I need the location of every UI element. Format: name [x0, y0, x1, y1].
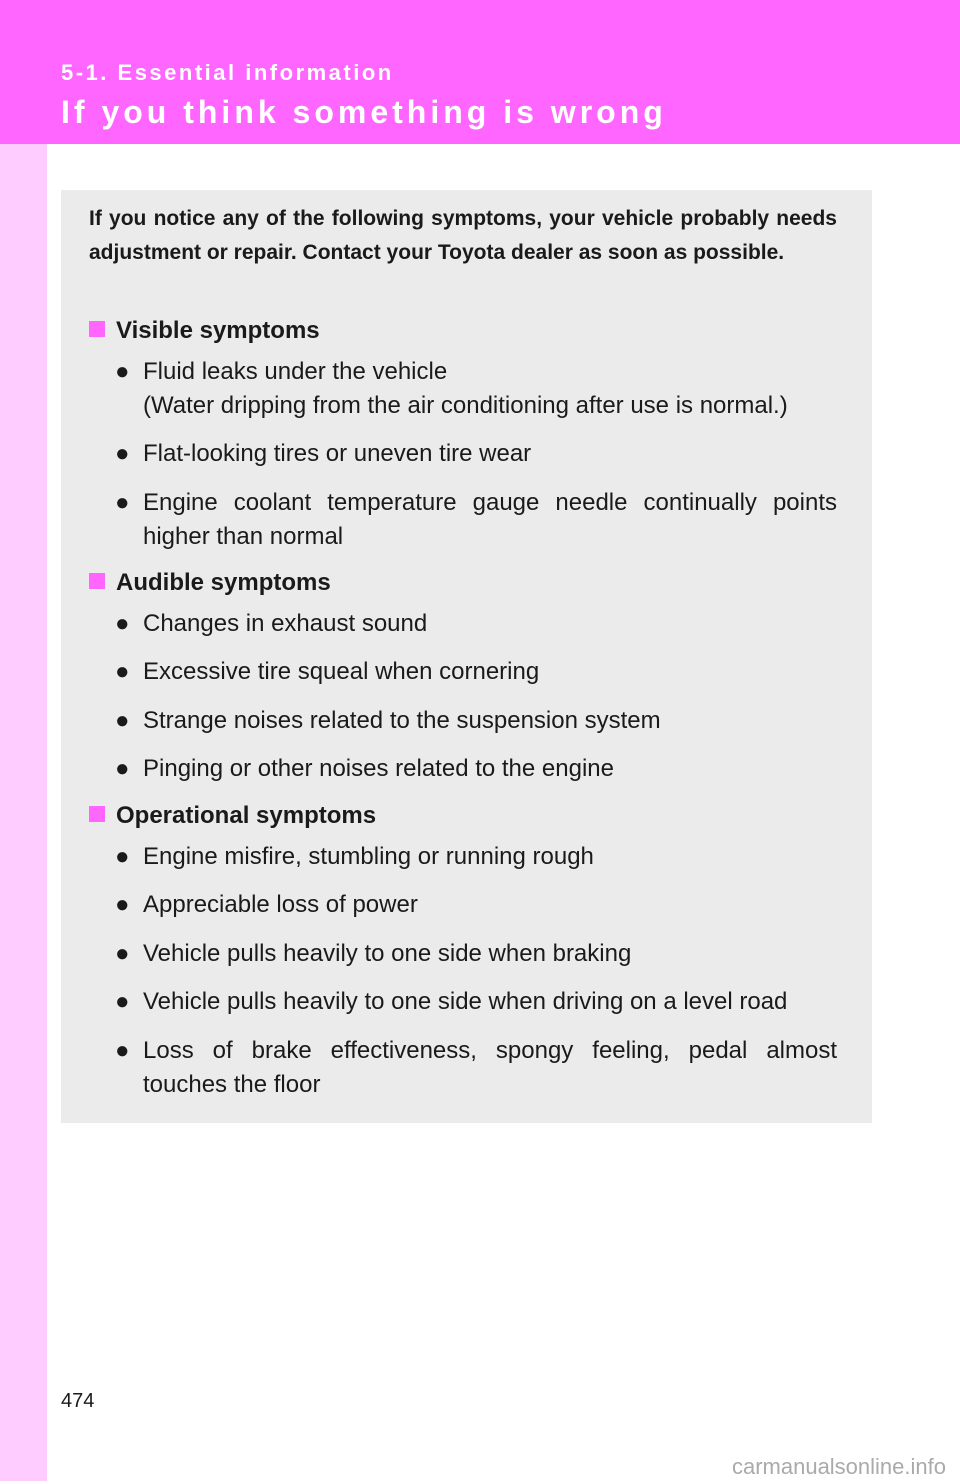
list-item	[115, 607, 837, 641]
page-number: 474	[61, 1390, 95, 1412]
square-bullet-icon	[89, 573, 105, 589]
list-item	[115, 1034, 837, 1102]
bullet-icon: ●	[115, 891, 130, 918]
intro-paragraph: If you notice any of the following symptoms, your vehicle probably needs adjustment or repair. Contact your Toyota dealer as soon as possible.	[89, 207, 837, 264]
bullet-icon: ●	[115, 843, 130, 870]
list-item-text: Vehicle pulls heavily to one side when driving on a level road	[143, 988, 788, 1015]
bullet-icon: ●	[115, 358, 130, 385]
list-item-text: Flat-looking tires or uneven tire wear	[143, 440, 532, 467]
heading-label: Audible symptoms	[116, 569, 331, 596]
list-item-text: Loss of brake effectiveness, spongy feeling, pedal almost touches the floor	[143, 1037, 837, 1098]
list-item-text: Excessive tire squeal when cornering	[143, 658, 540, 685]
heading-audible-symptoms	[89, 569, 331, 597]
heading-visible-symptoms	[89, 317, 320, 345]
list-item	[115, 888, 837, 922]
left-margin-strip	[0, 144, 47, 1481]
list-item	[115, 985, 837, 1019]
list-item	[115, 752, 837, 786]
bullet-icon: ●	[115, 988, 130, 1015]
list-item-text: Strange noises related to the suspension system	[143, 707, 661, 734]
bullet-icon: ●	[115, 610, 130, 637]
list-item	[115, 355, 837, 423]
list-item	[115, 937, 837, 971]
list-item-text: Vehicle pulls heavily to one side when braking	[143, 940, 632, 967]
square-bullet-icon	[89, 321, 105, 337]
square-bullet-icon	[89, 806, 105, 822]
list-item-text: Engine coolant temperature gauge needle continually points higher than normal	[143, 489, 837, 550]
page-title: If you think something is wrong	[61, 94, 667, 130]
bullet-icon: ●	[115, 489, 130, 516]
bullet-icon: ●	[115, 658, 130, 685]
list-item	[115, 437, 837, 471]
list-item-text: Fluid leaks under the vehicle (Water dripping from the air conditioning after use is normal.)	[143, 358, 788, 419]
list-item-text: Changes in exhaust sound	[143, 610, 428, 637]
symptoms-box	[61, 190, 872, 1123]
section-label: 5-1. Essential information	[61, 60, 394, 85]
list-item	[115, 704, 837, 738]
list-item-text: Appreciable loss of power	[143, 891, 418, 918]
bullet-icon: ●	[115, 755, 130, 782]
list-item-text: Engine misfire, stumbling or running rough	[143, 843, 594, 870]
heading-label: Operational symptoms	[116, 802, 377, 829]
list-item	[115, 840, 837, 874]
list-item	[115, 486, 837, 554]
bullet-icon: ●	[115, 1037, 130, 1064]
list-item	[115, 655, 837, 689]
header-band	[0, 0, 960, 144]
watermark-text: carmanualsonline.info	[731, 1454, 946, 1479]
bullet-icon: ●	[115, 440, 130, 467]
heading-label: Visible symptoms	[116, 317, 320, 344]
bullet-icon: ●	[115, 940, 130, 967]
bullet-icon: ●	[115, 707, 130, 734]
list-item-text: Pinging or other noises related to the engine	[143, 755, 614, 782]
heading-operational-symptoms	[89, 802, 376, 830]
